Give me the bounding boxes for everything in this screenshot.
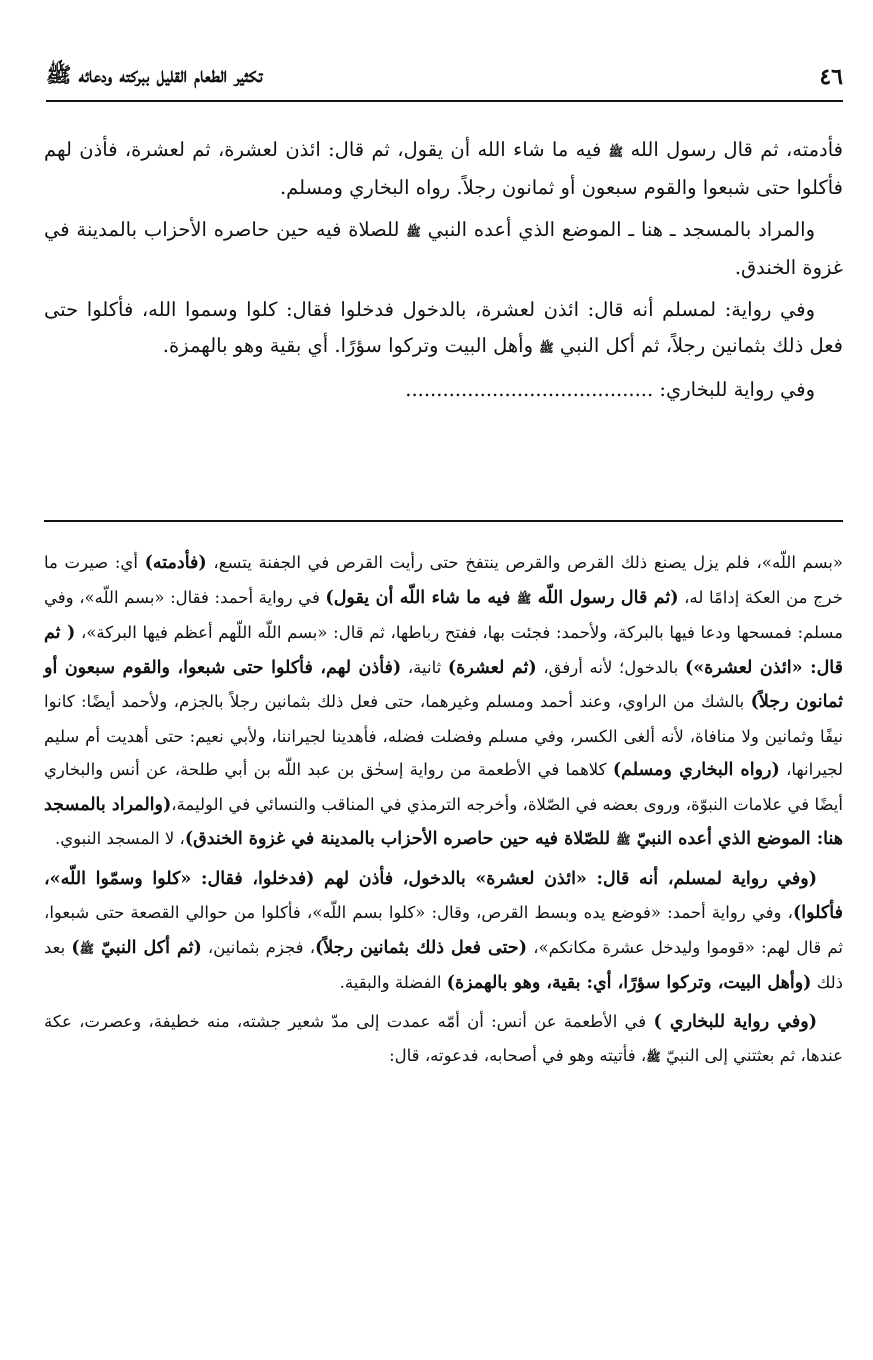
commentary-paragraph-1: «بسم اللّه»، فلم يزل يصنع ذلك القرص والقرص ينتفخ حتى رأيت القرص في الجفنة يتسع، (فأدمته) أي: صيرت ما خرج من العكة إدامًا له، (ثم قال رسول اللّه ﷺ فيه ما شاء اللّه أن يقول) في رواية أحمد: فقال: «بسم اللّه»، وفي مسلم: فمسحها ودعا فيها بالبركة، ولأحمد: فجئت بها، ففتح رباطها، ثم قال: «بسم اللّه اللّهم أعظم فيها البركة»، ( ثم قال: «ائذن لعشرة») بالدخول؛ لأنه أرفق، (ثم لعشرة) ثانية، (فأذن لهم، فأكلوا حتى شبعوا، والقوم سبعون أو ثمانون رجلاً) بالشك من الراوي، وعند أحمد ومسلم وغيرهما، حتى فعل ذلك بثمانين رجلاً بالجزم، ولأحمد أيضًا: كانوا نيفًا وثمانين ولا منافاة، لأنه ألغى الكسر، وفي مسلم وفضلت فضله، فأهدينا لجيراننا، ولأبي نعيم: حتى أهديت أم سليم لجيرانها، (رواه البخاري ومسلم) كلاهما في الأطعمة من رواية إسحٰق بن عبد اللّه بن أبي طلحة، عن أنس والبخاري أيضًا في علامات النبوّة، وروى بعضه في الصّلاة، وأخرجه الترمذي في المناقب والنسائي في الوليمة،(والمراد بالمسجد هنا: الموضع الذي أعده النبيّ ﷺ للصّلاة فيه حين حاصره الأحزاب بالمدينة في غزوة الخندق)، لا المسجد النبوي. <box>44 553 844 849</box>
footnote-separator <box>44 520 843 522</box>
commentary-paragraph-3: (وفي رواية للبخاري ) في الأطعمة عن أنس: أن أمّه عمدت إلى مدّ شعير جشته، منه خطيفة، وعصرت، عكة عندها، ثم بعثتني إلى النبيّ ﷺ، فأتيته وهو في أصحابه، فدعوته، قال: <box>44 1011 843 1065</box>
page-number: ٤٦ <box>819 64 843 90</box>
salutation-glyph: ﷺ <box>608 145 624 159</box>
commentary <box>44 546 843 1079</box>
chapter-title: تكثير الطعام القليل ببركته ودعائه ﷺ <box>46 61 263 87</box>
salutation-glyph: ﷺ <box>646 1050 661 1064</box>
salutation-glyph: ﷺ <box>79 941 95 956</box>
main-text <box>44 132 843 414</box>
commentary-paragraph-2: (وفي رواية لمسلم، أنه قال: «ائذن لعشرة» بالدخول، فأذن لهم (فدخلوا، فقال: «كلوا وسمّوا اللّه»، فأكلوا)، وفي رواية أحمد: «فوضع يده وبسط القرص، وقال: «كلوا بسم اللّه»، فأكلوا من حوالي القصعة حتى شبعوا، ثم قال لهم: «قوموا وليدخل عشرة مكانكم»، (حتى فعل ذلك بثمانين رجلاً)، فجزم بثمانين، (ثم أكل النبيّ ﷺ) بعد ذلك (وأهل البيت، وتركوا سؤرًا، أي: بقية، وهو بالهمزة) الفضلة والبقية. <box>44 868 843 993</box>
main-paragraph-1: فأدمته، ثم قال رسول الله ﷺ فيه ما شاء الله أن يقول، ثم قال: ائذن لعشرة، ثم لعشرة، فأذن لهم فأكلوا حتى شبعوا والقوم سبعون أو ثمانون رجلاً. رواه البخاري ومسلم. <box>44 138 843 199</box>
main-paragraph-4: وفي رواية للبخاري: ........................................ <box>405 378 815 401</box>
salutation-glyph: ﷺ <box>539 341 554 355</box>
salutation-glyph: ﷺ <box>616 833 631 847</box>
page-header <box>46 60 843 102</box>
salutation-glyph: ﷺ <box>516 591 532 606</box>
main-paragraph-3: وفي رواية: لمسلم أنه قال: ائذن لعشرة، بالدخول فدخلوا فقال: كلوا وسموا الله، فأكلوا حتى فعل ذلك بثمانين رجلاً، ثم أكل النبي ﷺ وأهل البيت وتركوا سؤرًا. أي بقية وهو بالهمزة. <box>44 298 843 357</box>
main-paragraph-2: والمراد بالمسجد ـ هنا ـ الموضع الذي أعده النبي ﷺ للصلاة فيه حين حاصره الأحزاب بالمدينة في غزوة الخندق. <box>44 218 843 279</box>
salutation-glyph: ﷺ <box>406 225 421 239</box>
